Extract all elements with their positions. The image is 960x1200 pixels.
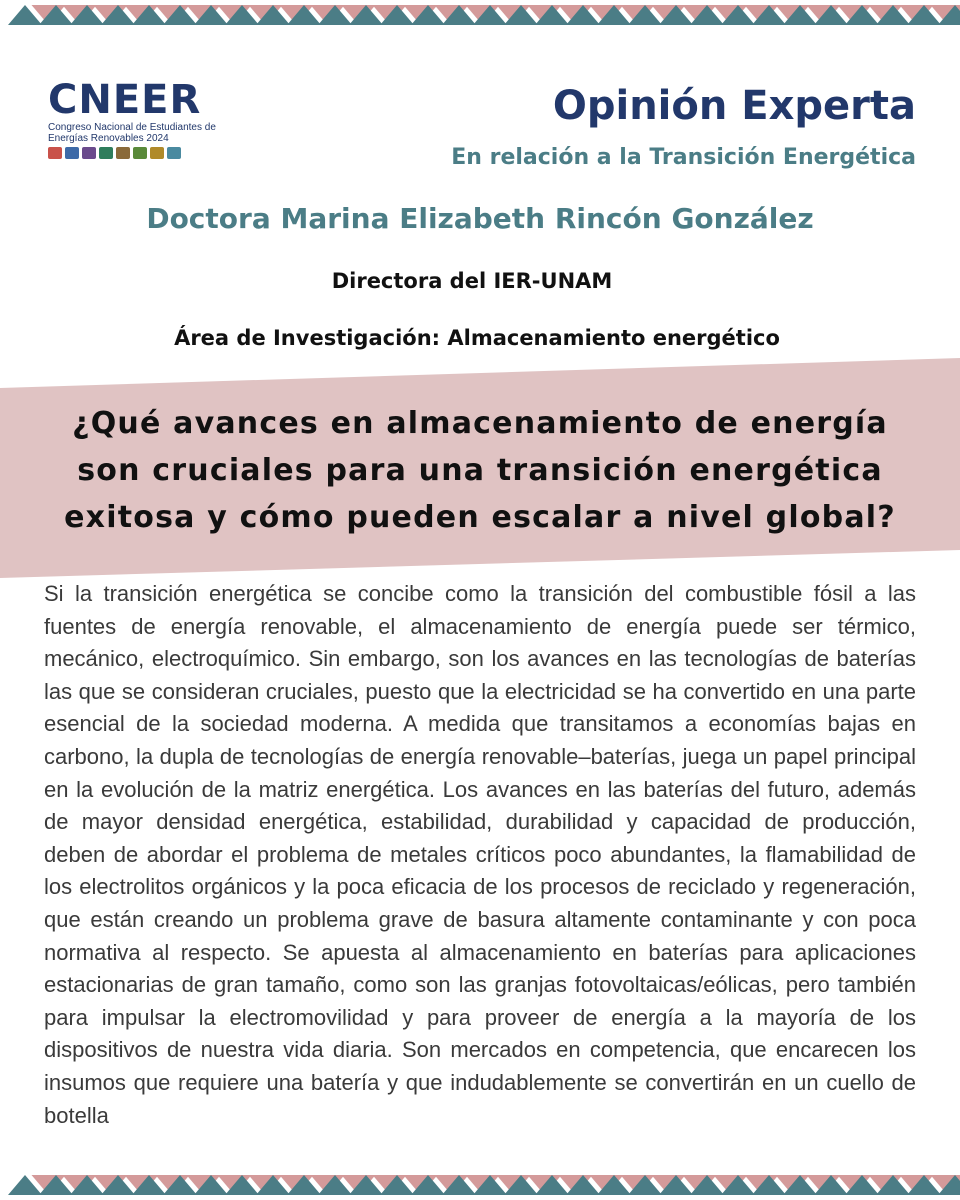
answer-paragraph: Si la transición energética se concibe como la transición del combustible fósil a las fuentes de energía renovable, el almacenamiento de energía puede ser térmico, mecánico, electroquímico. Sin embargo, son los avances en las tecnologías de baterías las que se consideran cruciales, puesto que la electricidad se ha convertido en una parte esencial de la sociedad moderna. A medida que transitamos a economías bajas en carbono, la dupla de tecnologías de energía renovable–baterías, juega un papel principal en la evolución de la matriz energética. Los avances en las baterías del futuro, además de mayor densidad energética, estabilidad, durabilidad y capacidad de producción, deben de abordar el problema de metales críticos poco abundantes, la flamabilidad de los electrolitos orgánicos y la poca eficacia de los procesos de reciclado y regeneración, que están creando un problema grave de basura altamente contaminante y con poca normativa al respecto. Se apuesta al almacenamiento en baterías para aplicaciones estacionarias de gran tamaño, como son las granjas fotovoltaicas/eólicas, pero también para impulsar la electromovilidad y para proveer de energía a la mayoría de los dispositivos de nuestra vida diaria. Son mercados en competencia, que encarecen los insumos que requiere una batería y que indudablemente se convertirán en un cuello de botella bbox=[44, 581, 916, 1128]
cneer-logo bbox=[48, 78, 238, 159]
logo-icon-row bbox=[48, 147, 238, 159]
author-name: Doctora Marina Elizabeth Rincón González bbox=[146, 202, 814, 235]
logo-line-2: Energías Renovables 2024 bbox=[48, 133, 169, 144]
university-seal-icon bbox=[82, 147, 96, 159]
university-seal-icon bbox=[150, 147, 164, 159]
university-seal-icon bbox=[99, 147, 113, 159]
page-title: Opinión Experta bbox=[552, 83, 916, 129]
question-text: ¿Qué avances en almacenamiento de energía son cruciales para una transición energética exitosa y cómo pueden escalar a nivel global? bbox=[64, 406, 896, 535]
bottom-triangle-border bbox=[0, 1170, 960, 1200]
research-area: Área de Investigación: Almacenamiento energético bbox=[174, 326, 780, 350]
author-role: Directora del IER-UNAM bbox=[331, 269, 613, 293]
logo-wordmark: CNEER bbox=[48, 77, 202, 123]
top-triangle-border bbox=[0, 0, 960, 30]
university-seal-icon bbox=[133, 147, 147, 159]
page-subtitle: En relación a la Transición Energética bbox=[451, 145, 916, 170]
logo-line-1: Congreso Nacional de Estudiantes de bbox=[48, 122, 216, 133]
university-seal-icon bbox=[48, 147, 62, 159]
university-seal-icon bbox=[116, 147, 130, 159]
university-seal-icon bbox=[65, 147, 79, 159]
university-seal-icon bbox=[167, 147, 181, 159]
